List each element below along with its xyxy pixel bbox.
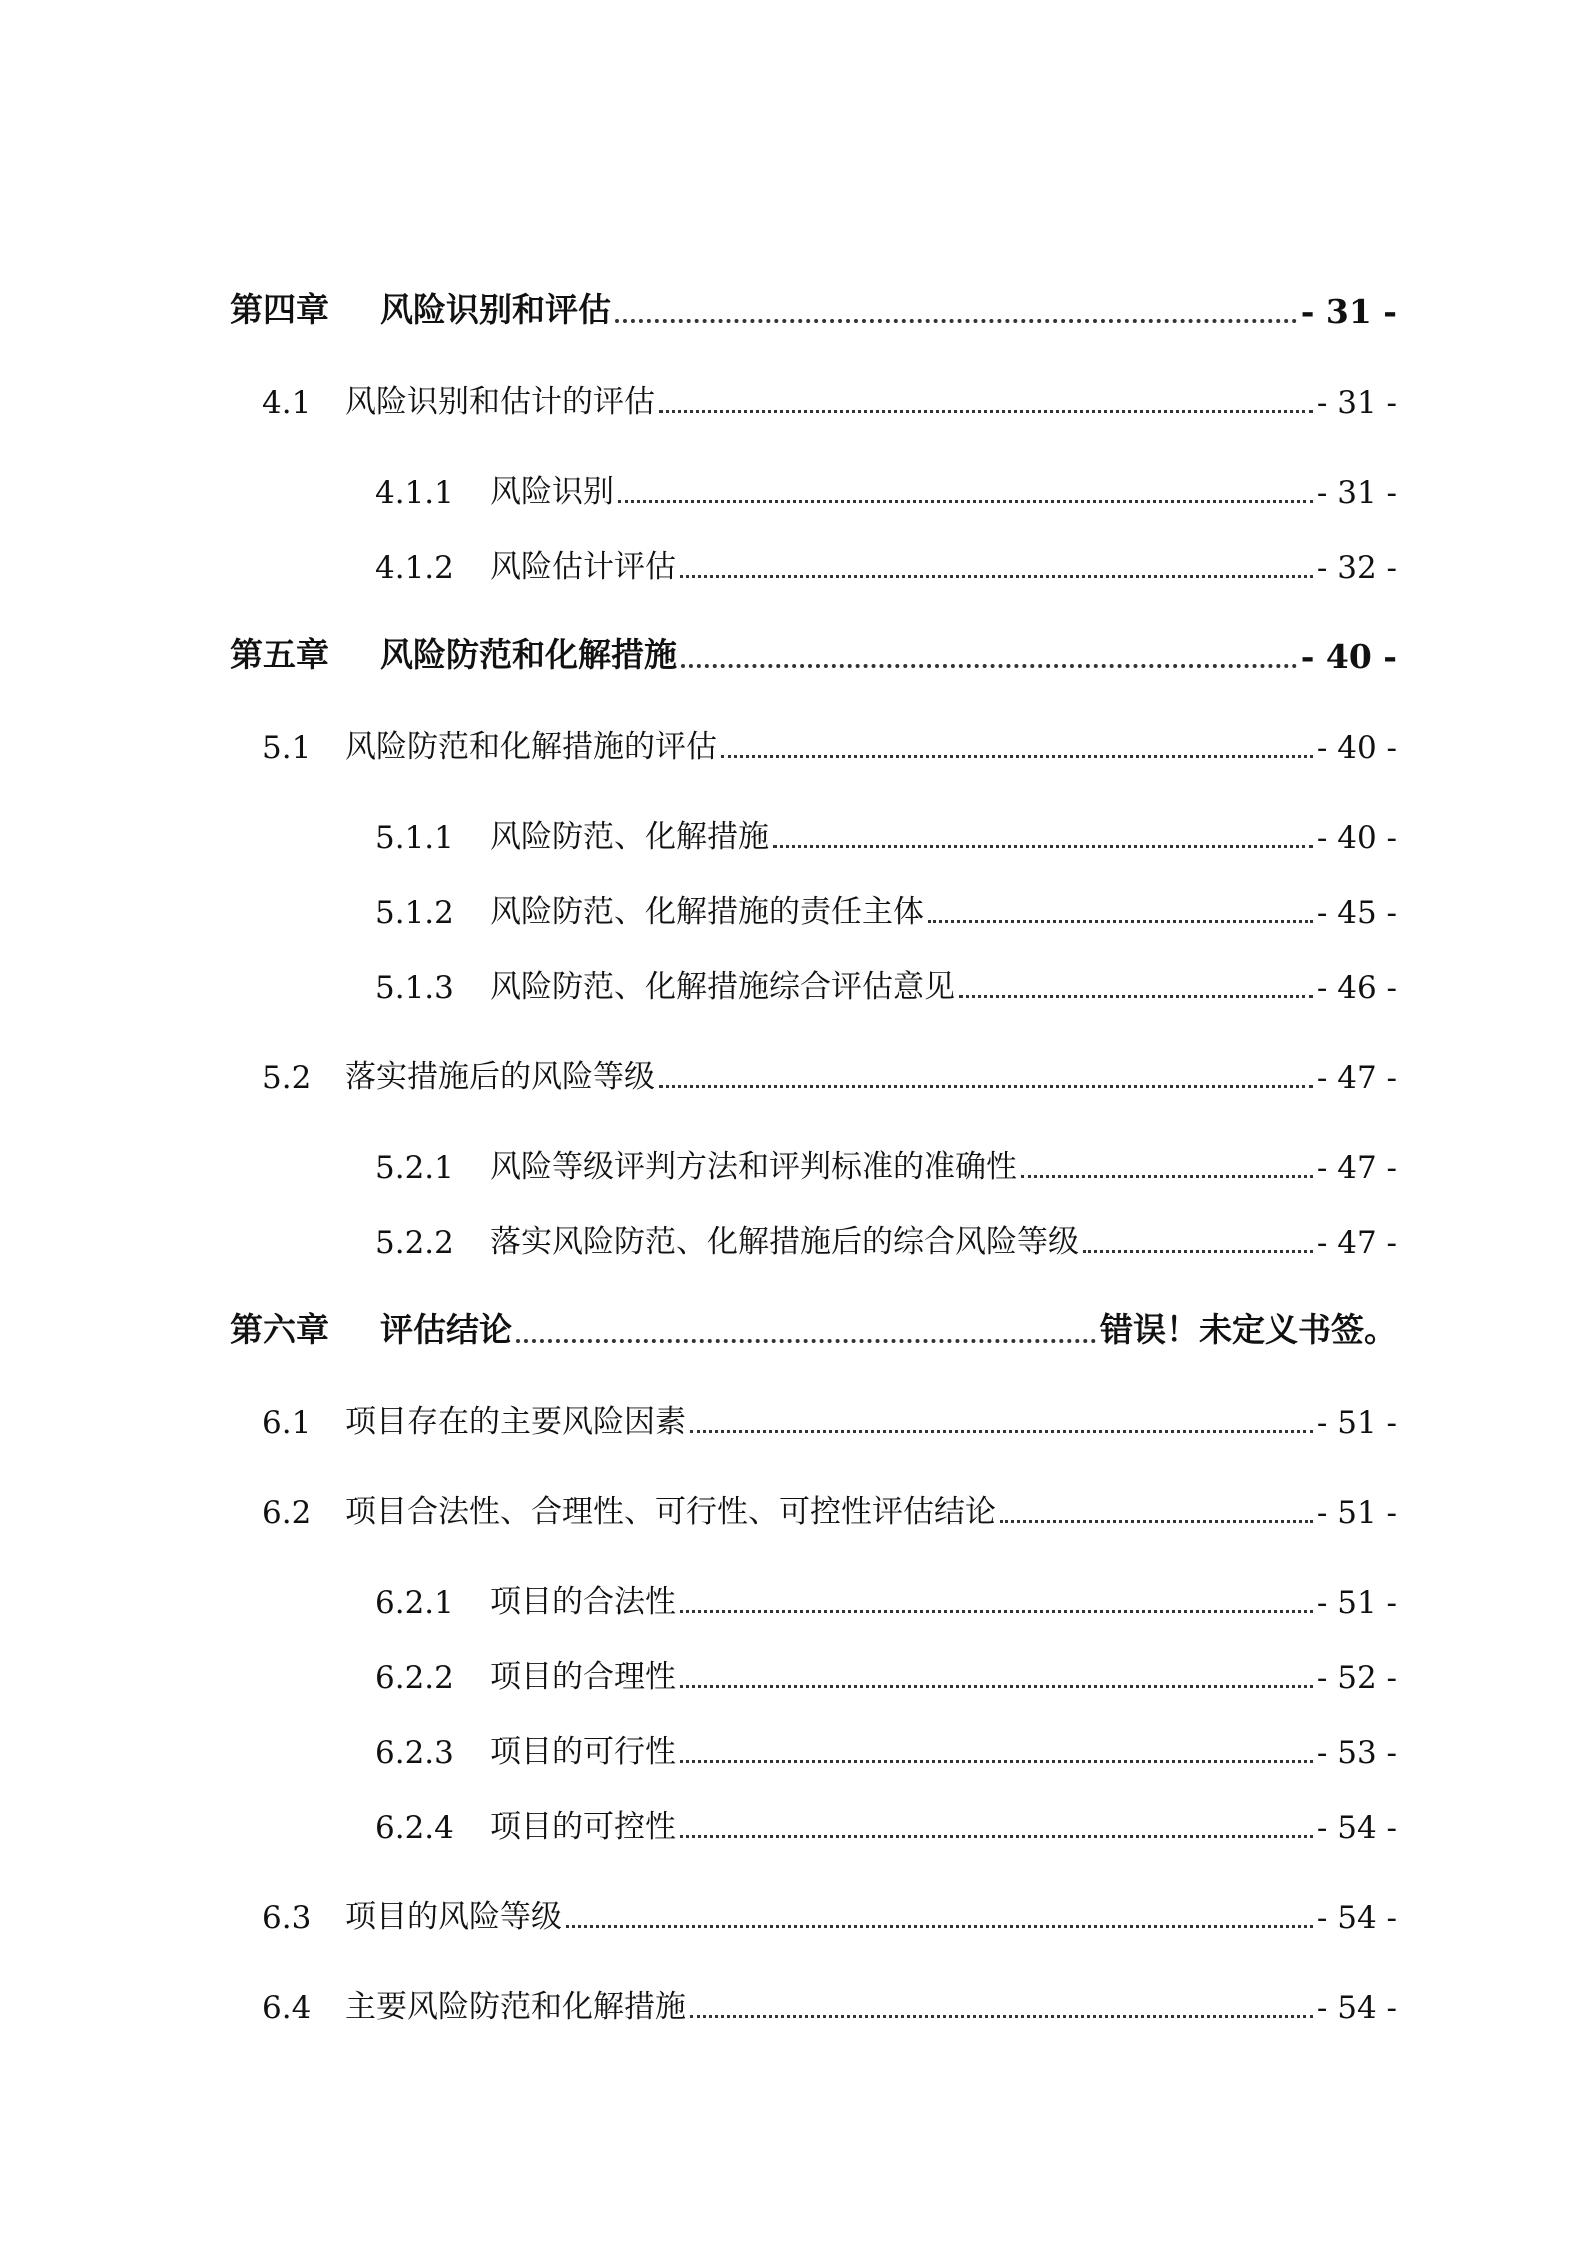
toc-entry-number: 5.1.2 <box>375 895 454 931</box>
toc-entry-title: 项目的可控性 <box>490 1809 676 1845</box>
toc-entry-page: 错误！未定义书签。 <box>1100 1310 1397 1349</box>
toc-entry-5-1-3[interactable] <box>375 950 1397 1006</box>
toc-entry-number: 6.2 <box>262 1495 312 1531</box>
toc-entry-title: 项目的风险等级 <box>345 1899 562 1935</box>
toc-entry-page: - 47 - <box>1316 1150 1397 1186</box>
toc-entry-6-2[interactable] <box>262 1475 1397 1531</box>
toc-entry-page: - 54 - <box>1316 1990 1397 2026</box>
toc-entry-6-2-4[interactable] <box>375 1790 1397 1846</box>
toc-entry-title: 风险防范、化解措施 <box>490 819 769 855</box>
toc-leader-dots <box>680 1760 1313 1763</box>
toc-entry-number: 5.2.1 <box>375 1150 454 1186</box>
toc-entry-title: 风险等级评判方法和评判标准的准确性 <box>490 1149 1017 1185</box>
toc-leader-dots <box>721 755 1313 758</box>
toc-entry-number: 5.1.3 <box>375 970 454 1006</box>
toc-entry-5-1[interactable] <box>262 710 1397 766</box>
toc-entry-title: 项目的可行性 <box>490 1734 676 1770</box>
toc-entry-number: 6.1 <box>262 1405 312 1441</box>
toc-entry-page: - 31 - <box>1300 292 1397 331</box>
toc-leader-dots <box>566 1925 1313 1928</box>
toc-entry-page: - 40 - <box>1316 730 1397 766</box>
toc-leader-dots <box>690 1430 1313 1433</box>
toc-entry-number: 4.1.2 <box>375 550 454 586</box>
toc-entry-6-3[interactable] <box>262 1880 1397 1936</box>
toc-entry-title: 评估结论 <box>380 1310 512 1349</box>
toc-leader-dots <box>615 319 1297 323</box>
toc-entry-page: - 32 - <box>1316 550 1397 586</box>
toc-entry-4-1[interactable] <box>262 365 1397 421</box>
toc-entry-title: 项目的合法性 <box>490 1584 676 1620</box>
toc-entry-title: 风险识别和评估 <box>380 290 611 329</box>
toc-entry-5-1-2[interactable] <box>375 875 1397 931</box>
toc-entry-page: - 46 - <box>1316 970 1397 1006</box>
toc-entry-number: 第六章 <box>230 1310 329 1349</box>
toc-entry-number: 5.1 <box>262 730 312 766</box>
toc-leader-dots <box>681 664 1297 668</box>
toc-entry-page: - 40 - <box>1316 820 1397 856</box>
toc-entry-number: 5.2.2 <box>375 1225 454 1261</box>
toc-entry-page: - 53 - <box>1316 1735 1397 1771</box>
toc-entry-title: 落实风险防范、化解措施后的综合风险等级 <box>490 1224 1079 1260</box>
toc-entry-5-1-1[interactable] <box>375 800 1397 856</box>
toc-entry-number: 6.2.4 <box>375 1810 454 1846</box>
toc-entry-chapter-6[interactable] <box>230 1295 1397 1351</box>
toc-entry-title: 风险防范、化解措施综合评估意见 <box>490 969 955 1005</box>
toc-entry-number: 6.2.1 <box>375 1585 454 1621</box>
toc-leader-dots <box>680 1610 1313 1613</box>
toc-entry-number: 第四章 <box>230 290 329 329</box>
toc-entry-number: 5.1.1 <box>375 820 454 856</box>
toc-leader-dots <box>680 1835 1313 1838</box>
toc-entry-page: - 51 - <box>1316 1585 1397 1621</box>
toc-entry-6-2-3[interactable] <box>375 1715 1397 1771</box>
toc-entry-page: - 51 - <box>1316 1495 1397 1531</box>
toc-entry-number: 6.2.3 <box>375 1735 454 1771</box>
toc-leader-dots <box>959 995 1313 998</box>
toc-entry-chapter-5[interactable] <box>230 620 1397 676</box>
toc-entry-number: 第五章 <box>230 635 329 674</box>
toc-entry-number: 4.1.1 <box>375 475 454 511</box>
toc-entry-4-1-2[interactable] <box>375 530 1397 586</box>
toc-entry-title: 项目存在的主要风险因素 <box>345 1404 686 1440</box>
toc-leader-dots <box>690 2015 1313 2018</box>
toc-leader-dots <box>680 575 1313 578</box>
toc-leader-dots <box>773 845 1313 848</box>
toc-entry-title: 风险识别 <box>490 474 614 510</box>
toc-entry-6-2-2[interactable] <box>375 1640 1397 1696</box>
toc-entry-title: 项目合法性、合理性、可行性、可控性评估结论 <box>345 1494 996 1530</box>
toc-entry-title: 风险识别和估计的评估 <box>345 384 655 420</box>
toc-entry-title: 风险防范和化解措施的评估 <box>345 729 717 765</box>
toc-entry-page: - 47 - <box>1316 1060 1397 1096</box>
toc-entry-page: - 52 - <box>1316 1660 1397 1696</box>
toc-leader-dots <box>680 1685 1313 1688</box>
toc-entry-number: 4.1 <box>262 385 312 421</box>
toc-entry-5-2-1[interactable] <box>375 1130 1397 1186</box>
toc-entry-page: - 31 - <box>1316 385 1397 421</box>
toc-entry-page: - 31 - <box>1316 475 1397 511</box>
toc-leader-dots <box>1000 1520 1313 1523</box>
toc-entry-5-2-2[interactable] <box>375 1205 1397 1261</box>
toc-entry-page: - 40 - <box>1300 637 1397 676</box>
toc-entry-4-1-1[interactable] <box>375 455 1397 511</box>
toc-entry-number: 6.4 <box>262 1990 312 2026</box>
toc-entry-6-4[interactable] <box>262 1970 1397 2026</box>
toc-entry-number: 6.2.2 <box>375 1660 454 1696</box>
toc-entry-title: 项目的合理性 <box>490 1659 676 1695</box>
toc-entry-number: 6.3 <box>262 1900 312 1936</box>
toc-entry-5-2[interactable] <box>262 1040 1397 1096</box>
toc-entry-title: 主要风险防范和化解措施 <box>345 1989 686 2025</box>
toc-entry-chapter-4[interactable] <box>230 275 1397 331</box>
toc-leader-dots <box>516 1339 1096 1343</box>
toc-entry-title: 风险防范、化解措施的责任主体 <box>490 894 924 930</box>
toc-entry-page: - 47 - <box>1316 1225 1397 1261</box>
toc-entry-title: 落实措施后的风险等级 <box>345 1059 655 1095</box>
toc-leader-dots <box>1021 1175 1313 1178</box>
toc-entry-6-2-1[interactable] <box>375 1565 1397 1621</box>
toc-entry-title: 风险防范和化解措施 <box>380 635 677 674</box>
toc-leader-dots <box>928 920 1313 923</box>
toc-leader-dots <box>659 410 1313 413</box>
toc-entry-title: 风险估计评估 <box>490 549 676 585</box>
toc-leader-dots <box>659 1085 1313 1088</box>
toc-entry-page: - 51 - <box>1316 1405 1397 1441</box>
toc-leader-dots <box>1083 1250 1313 1253</box>
toc-entry-page: - 54 - <box>1316 1810 1397 1846</box>
toc-entry-number: 5.2 <box>262 1060 312 1096</box>
toc-entry-6-1[interactable] <box>262 1385 1397 1441</box>
toc-leader-dots <box>618 500 1313 503</box>
toc-entry-page: - 54 - <box>1316 1900 1397 1936</box>
toc-entry-page: - 45 - <box>1316 895 1397 931</box>
